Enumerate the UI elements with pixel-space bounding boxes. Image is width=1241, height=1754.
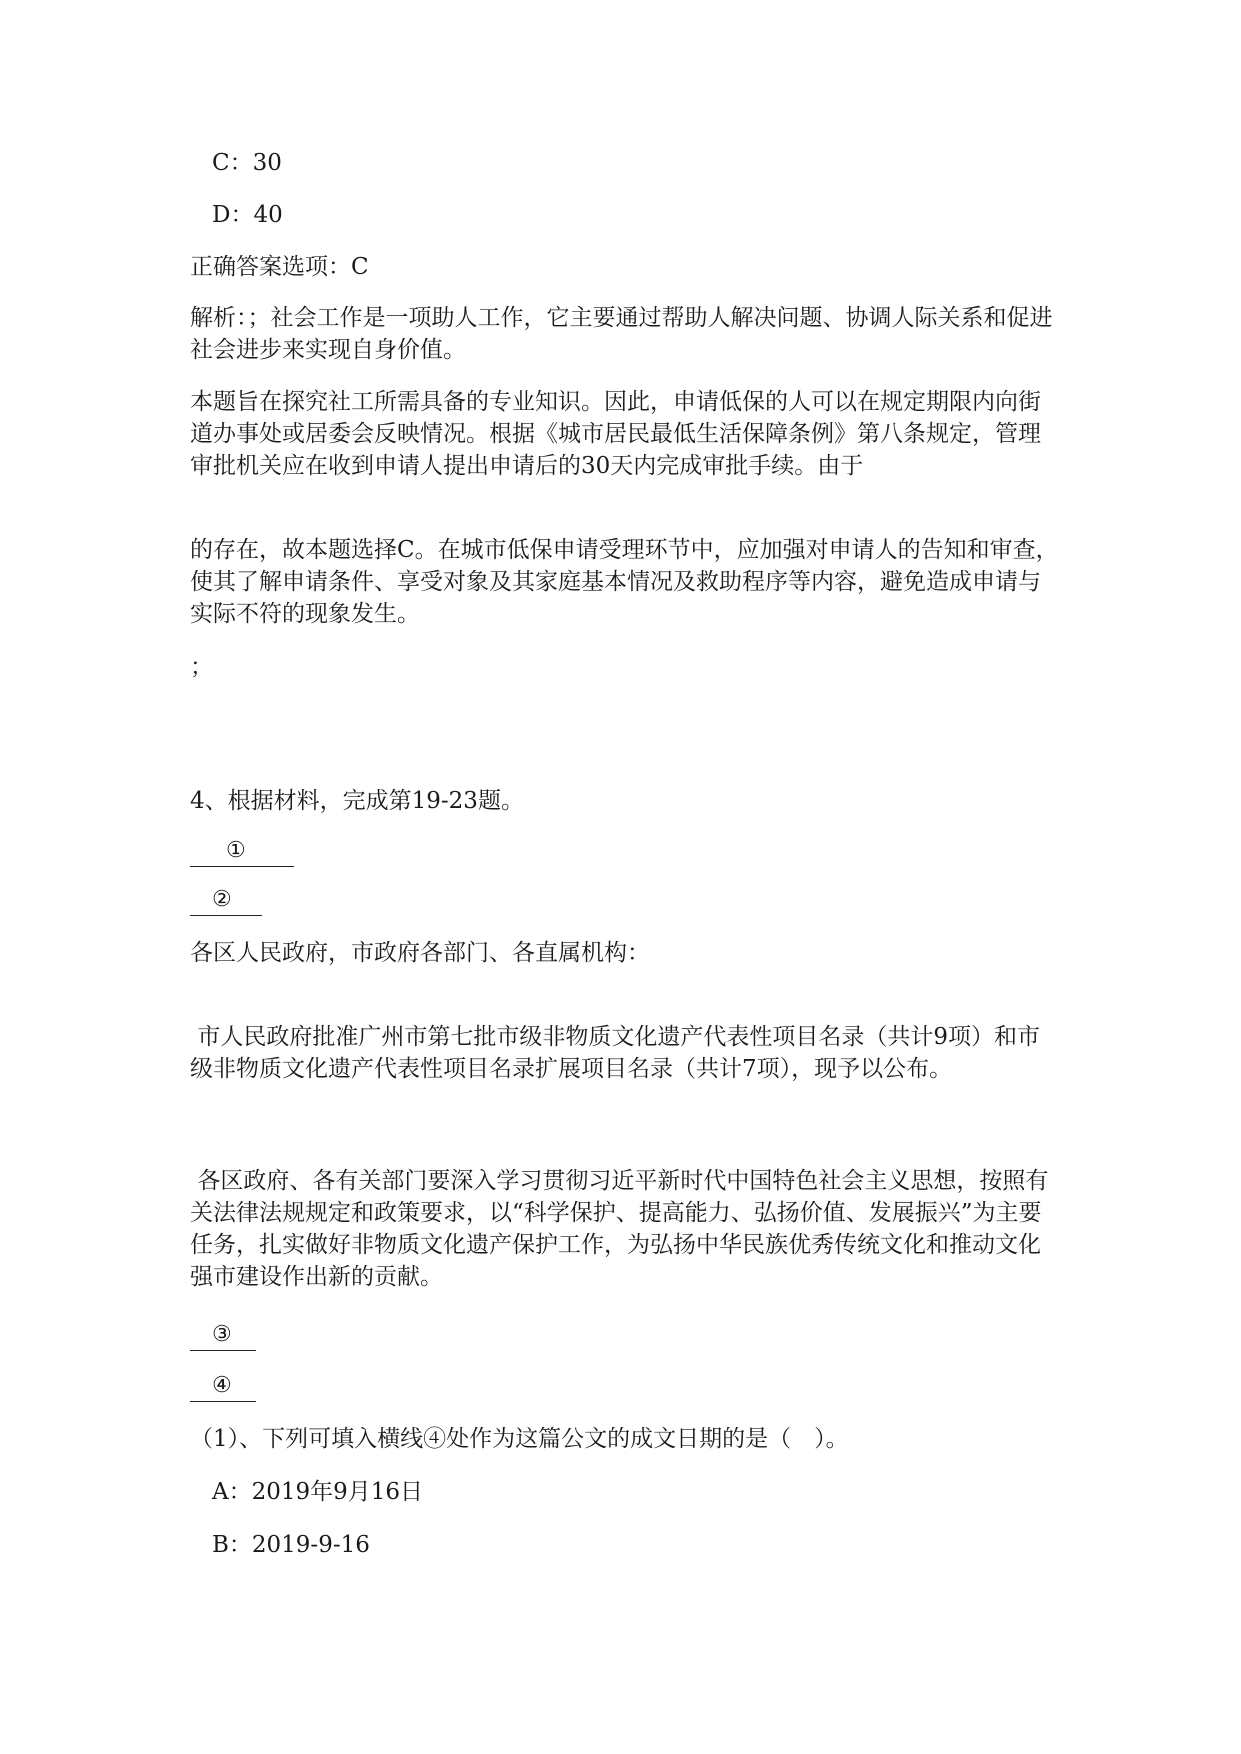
analysis-paragraph-3: 的存在，故本题选择C。在城市低保申请受理环节中，应加强对申请人的告知和审查，使其了解申请条件、享受对象及其家庭基本情况及救助程序等内容，避免造成申请与实际不符的现象发生。 <box>190 537 1059 627</box>
blank-line-2 <box>190 885 262 916</box>
option-d: D：40 <box>212 202 283 228</box>
correct-answer: 正确答案选项：C <box>190 254 369 280</box>
blank-marker-4: ④ <box>212 1373 232 1398</box>
sub-question: （1）、下列可填入横线④处作为这篇公文的成文日期的是（ ）。 <box>190 1426 849 1452</box>
blank-line-1 <box>190 836 294 867</box>
analysis-paragraph-1: 解析：；社会工作是一项助人工作，它主要通过帮助人解决问题、协调人际关系和促进社会进步来实现自身价值。 <box>190 305 1053 363</box>
analysis-paragraph-2: 本题旨在探究社工所需具备的专业知识。因此，申请低保的人可以在规定期限内向街道办事处或居委会反映情况。根据《城市居民最低生活保障条例》第八条规定，管理审批机关应在收到申请人提出申请后的30天内完成审批手续。由于 <box>190 389 1041 479</box>
analysis-end-mark: ； <box>190 654 213 680</box>
blank-marker-1: ① <box>226 838 246 863</box>
option-b: B：2019-9-16 <box>212 1532 370 1558</box>
document-body-1: 市人民政府批准广州市第七批市级非物质文化遗产代表性项目名录（共计9项）和市级非物质文化遗产代表性项目名录扩展项目名录（共计7项），现予以公布。 <box>190 1024 1040 1082</box>
option-c: C：30 <box>212 150 282 176</box>
blank-line-3 <box>190 1320 256 1351</box>
document-salutation: 各区人民政府，市政府各部门、各直属机构： <box>190 940 650 966</box>
blank-marker-2: ② <box>212 887 232 912</box>
document-body-2: 各区政府、各有关部门要深入学习贯彻习近平新时代中国特色社会主义思想，按照有关法律法规规定和政策要求，以“科学保护、提高能力、弘扬价值、发展振兴”为主要任务，扎实做好非物质文化遗产保护工作，为弘扬中华民族优秀传统文化和推动文化强市建设作出新的贡献。 <box>190 1168 1049 1290</box>
option-a: A：2019年9月16日 <box>212 1479 424 1505</box>
question-heading: 4、根据材料，完成第19-23题。 <box>190 788 524 814</box>
blank-line-4 <box>190 1371 256 1402</box>
blank-marker-3: ③ <box>212 1322 232 1347</box>
